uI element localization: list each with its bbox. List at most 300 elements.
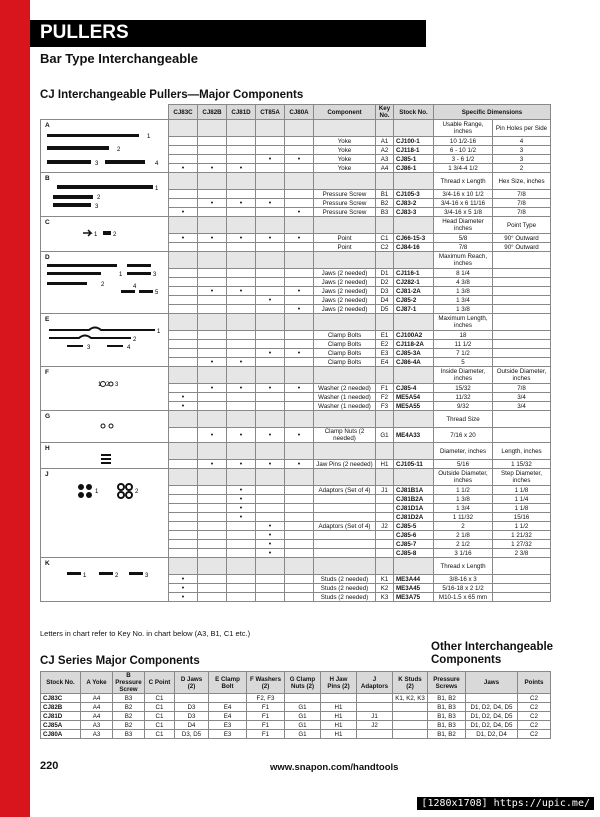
usage-cell (227, 146, 256, 155)
component-cell: F1 (247, 712, 285, 721)
usage-cell (169, 287, 198, 296)
component-cell: K1, K2, K3 (393, 694, 428, 703)
usage-cell (227, 269, 256, 278)
stock-cell: CJ66-15-3 (394, 234, 434, 243)
component-cell: Washer (2 needed) (314, 384, 376, 393)
usage-cell (227, 393, 256, 402)
usage-cell (285, 584, 314, 593)
dimension-cell (493, 296, 551, 305)
dimension-cell: 6 - 10 1/2 (434, 146, 493, 155)
usage-cell (256, 137, 285, 146)
usage-cell (169, 540, 198, 549)
component-cell: Pressure Screw (314, 190, 376, 199)
part-illustration (41, 314, 169, 367)
component-cell: Yoke (314, 164, 376, 173)
component-cell: C2 (518, 712, 551, 721)
svg-text:2: 2 (106, 382, 110, 388)
group-letter: F (45, 369, 49, 376)
stock-cell: CJ85A (41, 721, 81, 730)
part-b-icon (47, 183, 165, 215)
component-cell (357, 730, 393, 739)
key-cell: D3 (376, 287, 394, 296)
group-letter: J (45, 471, 49, 478)
dimension-cell: 3/4 (493, 402, 551, 411)
usage-cell (198, 584, 227, 593)
usage-cell: • (285, 460, 314, 469)
watermark-stamp: [1280x1708] https://upic.me/ (417, 797, 594, 810)
usage-cell (169, 331, 198, 340)
group-header-row (41, 173, 551, 190)
component-cell: F1 (247, 703, 285, 712)
key-cell: B2 (376, 199, 394, 208)
component-cell: D3 (175, 703, 209, 712)
dimension-cell: 2 (434, 522, 493, 531)
group-letter: G (45, 413, 51, 420)
component-cell: C1 (145, 721, 175, 730)
component-cell: D1, D2, D4, D5 (466, 721, 518, 730)
dimension-header (493, 558, 551, 575)
svg-text:4: 4 (127, 345, 131, 351)
usage-cell (169, 296, 198, 305)
dimension-cell: 3 1/16 (434, 549, 493, 558)
col-header: J Adaptors (357, 672, 393, 694)
dimension-header: Outside Diameter, inches (493, 367, 551, 384)
group-header-row (41, 120, 551, 137)
usage-cell (169, 384, 198, 393)
stock-cell: ME5A55 (394, 402, 434, 411)
component-cell: B1, B3 (428, 703, 466, 712)
dimension-cell (493, 340, 551, 349)
usage-cell: • (285, 155, 314, 164)
usage-cell (198, 305, 227, 314)
dimension-cell (493, 349, 551, 358)
component-cell: F1 (247, 730, 285, 739)
usage-cell: • (198, 234, 227, 243)
key-cell: K2 (376, 584, 394, 593)
key-cell: J1 (376, 486, 394, 495)
table-row (41, 721, 428, 730)
other-table (427, 671, 551, 739)
usage-cell (227, 584, 256, 593)
usage-cell (227, 208, 256, 217)
dimension-cell: 5/16 (434, 460, 493, 469)
dimension-cell (493, 331, 551, 340)
stock-cell: CJ105-3 (394, 190, 434, 199)
group-letter: E (45, 316, 50, 323)
table-row (41, 694, 428, 703)
usage-cell: • (227, 495, 256, 504)
stock-cell: CJ85-7 (394, 540, 434, 549)
dimension-header: Thread x Length (434, 173, 493, 190)
usage-cell (256, 243, 285, 252)
usage-cell (256, 402, 285, 411)
component-cell: Clamp Nuts (2 needed) (314, 428, 376, 443)
dimension-cell: 8 1/4 (434, 269, 493, 278)
usage-cell (169, 243, 198, 252)
table-row (41, 703, 428, 712)
stock-cell: CJ85-5 (394, 522, 434, 531)
usage-cell (285, 190, 314, 199)
col-header: B Pressure Screw (113, 672, 145, 694)
dimension-cell: 7/16 x 20 (434, 428, 493, 443)
usage-cell: • (227, 504, 256, 513)
dimension-cell: 1 1/8 (493, 504, 551, 513)
key-cell: F1 (376, 384, 394, 393)
usage-cell (285, 486, 314, 495)
usage-cell: • (198, 428, 227, 443)
stock-cell: CJ83-2 (394, 199, 434, 208)
usage-cell (285, 296, 314, 305)
usage-cell (285, 278, 314, 287)
key-cell: B3 (376, 208, 394, 217)
usage-cell: • (169, 402, 198, 411)
usage-cell (169, 278, 198, 287)
usage-cell: • (198, 358, 227, 367)
component-cell: G1 (285, 730, 321, 739)
component-cell: Jaw Pins (2 needed) (314, 460, 376, 469)
footer-url: www.snapon.com/handtools (270, 762, 399, 773)
usage-cell: • (227, 199, 256, 208)
usage-cell (285, 331, 314, 340)
usage-cell (285, 540, 314, 549)
usage-cell (169, 522, 198, 531)
usage-cell (169, 190, 198, 199)
svg-text:5: 5 (155, 290, 159, 296)
usage-cell (285, 269, 314, 278)
stock-cell: CJ105-11 (394, 460, 434, 469)
usage-cell (285, 575, 314, 584)
dimension-header: Point Type (493, 217, 551, 234)
dimension-cell: 1 3/8 (434, 495, 493, 504)
dimension-cell: 2 3/8 (493, 549, 551, 558)
key-cell: E1 (376, 331, 394, 340)
key-cell: D2 (376, 278, 394, 287)
group-letter: B (45, 175, 50, 182)
part-h-icon (47, 453, 165, 467)
usage-cell (256, 269, 285, 278)
stock-cell: CJ86-1 (394, 164, 434, 173)
stock-cell: CJ282-1 (394, 278, 434, 287)
usage-cell (285, 146, 314, 155)
dimension-cell (493, 584, 551, 593)
group-letter: D (45, 254, 50, 261)
usage-cell (169, 199, 198, 208)
col-header: Specific Dimensions (434, 105, 551, 120)
stock-cell: CJ100-1 (394, 137, 434, 146)
col-header: F Washers (2) (247, 672, 285, 694)
group-header-row (41, 443, 551, 460)
dimension-cell: 5/16-18 x 2 1/2 (434, 584, 493, 593)
stock-cell: CJ83-3 (394, 208, 434, 217)
key-cell: A4 (376, 164, 394, 173)
usage-cell (198, 278, 227, 287)
usage-cell (198, 540, 227, 549)
dimension-cell: 5/8 (434, 234, 493, 243)
usage-cell: • (256, 199, 285, 208)
col-header: CJ80A (285, 105, 314, 120)
table-row (428, 712, 551, 721)
component-cell: Clamp Bolts (314, 349, 376, 358)
part-illustration (41, 469, 169, 558)
part-a-icon (47, 130, 165, 173)
stock-cell: ME3A75 (394, 593, 434, 602)
col-header: CT85A (256, 105, 285, 120)
stock-cell: CJ80A (41, 730, 81, 739)
col-header: Stock No. (394, 105, 434, 120)
group-letter: C (45, 219, 50, 226)
col-header: E Clamp Bolt (209, 672, 247, 694)
usage-cell (169, 486, 198, 495)
dimension-cell: 1 1/8 (493, 486, 551, 495)
usage-cell (227, 402, 256, 411)
usage-cell: • (285, 349, 314, 358)
stock-cell: CJ85-8 (394, 549, 434, 558)
usage-cell (169, 340, 198, 349)
usage-cell (256, 340, 285, 349)
component-cell: C2 (518, 694, 551, 703)
major-components-table (40, 104, 551, 602)
component-cell (314, 504, 376, 513)
usage-cell: • (169, 393, 198, 402)
col-header: G Clamp Nuts (2) (285, 672, 321, 694)
svg-text:2: 2 (115, 573, 119, 579)
component-cell: Point (314, 234, 376, 243)
stock-cell: CJ82B (41, 703, 81, 712)
dimension-cell: 7/8 (493, 190, 551, 199)
dimension-cell: 5 (434, 358, 493, 367)
key-cell: C2 (376, 243, 394, 252)
table-row (428, 721, 551, 730)
part-j-icon (47, 479, 165, 503)
usage-cell (227, 305, 256, 314)
component-cell: B2 (113, 703, 145, 712)
svg-text:2: 2 (133, 337, 137, 343)
group-letter: H (45, 445, 50, 452)
dimension-cell: 4 3/8 (434, 278, 493, 287)
stock-cell: CJ81B1A (394, 486, 434, 495)
usage-cell: • (169, 234, 198, 243)
component-cell: Studs (2 needed) (314, 584, 376, 593)
usage-cell: • (256, 522, 285, 531)
component-cell: B1, B2 (428, 730, 466, 739)
usage-cell (256, 495, 285, 504)
dimension-cell: 7/8 (434, 243, 493, 252)
component-cell: B3 (113, 694, 145, 703)
component-cell: Yoke (314, 146, 376, 155)
usage-cell: • (227, 164, 256, 173)
component-cell: D1, D2, D4, D5 (466, 712, 518, 721)
svg-text:1: 1 (157, 329, 161, 335)
usage-cell: • (169, 575, 198, 584)
dimension-cell: 1 1/2 (493, 522, 551, 531)
usage-cell (198, 522, 227, 531)
dimension-cell: 1 21/32 (493, 531, 551, 540)
usage-cell (256, 190, 285, 199)
usage-cell (169, 349, 198, 358)
usage-cell: • (227, 287, 256, 296)
stock-cell: ME3A45 (394, 584, 434, 593)
component-cell: A4 (81, 703, 113, 712)
dimension-cell: 7 1/2 (434, 349, 493, 358)
usage-cell (256, 393, 285, 402)
usage-cell (227, 540, 256, 549)
component-cell: E3 (209, 721, 247, 730)
svg-text:3: 3 (87, 345, 91, 351)
usage-cell (227, 137, 256, 146)
dimension-cell (493, 358, 551, 367)
usage-cell: • (285, 234, 314, 243)
part-g-icon (47, 421, 165, 433)
group-header-row (41, 367, 551, 384)
svg-text:4: 4 (155, 161, 159, 167)
usage-cell (169, 305, 198, 314)
usage-cell: • (227, 486, 256, 495)
part-illustration (41, 443, 169, 469)
component-cell: C2 (518, 730, 551, 739)
part-illustration (41, 411, 169, 443)
component-cell: Jaws (2 needed) (314, 305, 376, 314)
component-cell (314, 531, 376, 540)
usage-cell: • (256, 531, 285, 540)
dimension-cell: 90° Outward (493, 243, 551, 252)
col-header: Stock No. (41, 672, 81, 694)
usage-cell: • (285, 384, 314, 393)
usage-cell (169, 146, 198, 155)
component-cell: D3 (175, 712, 209, 721)
component-cell: Jaws (2 needed) (314, 287, 376, 296)
group-header-row (41, 558, 551, 575)
page-number: 220 (40, 760, 59, 772)
group-header-row (41, 252, 551, 269)
svg-text:2: 2 (135, 489, 139, 495)
component-cell (393, 712, 428, 721)
usage-cell: • (169, 593, 198, 602)
svg-text:2: 2 (113, 232, 117, 238)
component-cell: A4 (81, 694, 113, 703)
stock-cell: ME3A44 (394, 575, 434, 584)
key-cell: B1 (376, 190, 394, 199)
usage-cell (198, 331, 227, 340)
dimension-cell: 3 (493, 146, 551, 155)
component-cell: C2 (518, 703, 551, 712)
group-letter: A (45, 122, 50, 129)
dimension-header (493, 252, 551, 269)
usage-cell (198, 504, 227, 513)
component-cell: D3, D5 (175, 730, 209, 739)
part-f-icon (47, 377, 165, 393)
component-cell: A3 (81, 730, 113, 739)
usage-cell (256, 305, 285, 314)
table-row (428, 703, 551, 712)
component-cell: Jaws (2 needed) (314, 278, 376, 287)
part-illustration (41, 558, 169, 602)
usage-cell (227, 349, 256, 358)
usage-cell: • (227, 234, 256, 243)
component-cell: J2 (357, 721, 393, 730)
dimension-cell: 3/8-16 x 3 (434, 575, 493, 584)
usage-cell (198, 349, 227, 358)
dimension-cell: 11/32 (434, 393, 493, 402)
dimension-cell: 1 11/32 (434, 513, 493, 522)
stock-cell: CJ118-1 (394, 146, 434, 155)
usage-cell (227, 593, 256, 602)
usage-cell (256, 146, 285, 155)
stock-cell: CJ100A2 (394, 331, 434, 340)
usage-cell (198, 243, 227, 252)
component-cell (285, 694, 321, 703)
dimension-header: Thread Size (434, 411, 493, 428)
usage-cell: • (198, 287, 227, 296)
component-cell: Studs (2 needed) (314, 575, 376, 584)
component-cell: Studs (2 needed) (314, 593, 376, 602)
usage-cell (256, 575, 285, 584)
usage-cell (256, 504, 285, 513)
page-title: PULLERS (40, 22, 129, 43)
usage-cell (198, 146, 227, 155)
key-cell: C1 (376, 234, 394, 243)
usage-cell (198, 296, 227, 305)
usage-cell (256, 513, 285, 522)
component-cell (314, 495, 376, 504)
component-cell: Adaptors (Set of 4) (314, 486, 376, 495)
part-illustration (41, 217, 169, 252)
usage-cell (285, 393, 314, 402)
usage-cell (256, 164, 285, 173)
component-cell: Clamp Bolts (314, 340, 376, 349)
usage-cell (285, 593, 314, 602)
usage-cell (256, 358, 285, 367)
dimension-cell: 3/4 (493, 393, 551, 402)
dimension-cell (493, 575, 551, 584)
usage-cell: • (227, 513, 256, 522)
svg-text:1: 1 (94, 232, 98, 238)
part-illustration (41, 367, 169, 411)
key-cell: G1 (376, 428, 394, 443)
stock-cell: CJ118-2A (394, 340, 434, 349)
component-cell: C1 (145, 694, 175, 703)
dimension-cell (493, 305, 551, 314)
dimension-header: Inside Diameter, inches (434, 367, 493, 384)
stock-cell: CJ86-4A (394, 358, 434, 367)
component-cell: E4 (209, 712, 247, 721)
footnote: Letters in chart refer to Key No. in chart below (A3, B1, C1 etc.) (40, 629, 251, 638)
dimension-header: Step Diameter, inches (493, 469, 551, 486)
usage-cell: • (227, 384, 256, 393)
usage-cell (227, 296, 256, 305)
usage-cell (198, 549, 227, 558)
col-header: Pressure Screws (428, 672, 466, 694)
dimension-cell (493, 593, 551, 602)
component-cell: D4 (175, 721, 209, 730)
usage-cell (285, 243, 314, 252)
component-cell: Clamp Bolts (314, 331, 376, 340)
component-cell: Clamp Bolts (314, 358, 376, 367)
dimension-cell: 1 3/8 (434, 287, 493, 296)
usage-cell (198, 531, 227, 540)
dimension-header (493, 411, 551, 428)
dimension-header: Hex Size, inches (493, 173, 551, 190)
col-header: Jaws (466, 672, 518, 694)
svg-text:2: 2 (117, 147, 121, 153)
col-header: A Yoke (81, 672, 113, 694)
dimension-cell (493, 428, 551, 443)
dimension-cell: 7/8 (493, 384, 551, 393)
svg-text:3: 3 (95, 161, 99, 167)
key-cell: E3 (376, 349, 394, 358)
part-d-icon (47, 262, 165, 304)
dimension-cell: 3/4-16 x 10 1/2 (434, 190, 493, 199)
svg-text:1: 1 (155, 186, 159, 192)
